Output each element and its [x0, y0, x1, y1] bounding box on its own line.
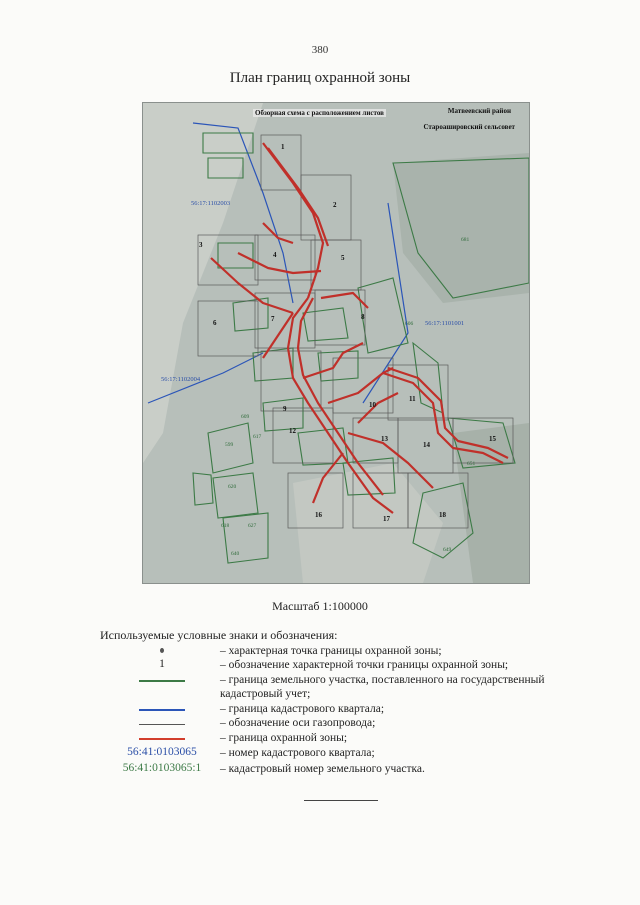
sheet-number: 13 — [381, 435, 388, 443]
parcel-number-sample: 56:41:0103065:1 — [122, 762, 202, 774]
legend-text: – кадастровый номер земельного участка. — [220, 763, 425, 775]
sheet-number: 18 — [439, 511, 446, 519]
map-council: Староашировский сельсовет — [423, 123, 515, 131]
map-header-title: Обзорная схема с расположением листов — [255, 109, 384, 117]
sheet-number: 2 — [333, 201, 337, 209]
sheet-number: 16 — [315, 511, 322, 519]
legend-text: – обозначение характерной точки границы охранной зоны; — [220, 659, 509, 671]
sheet-number: 5 — [341, 254, 345, 262]
sheet-number: 3 — [199, 241, 203, 249]
sheet-number: 7 — [271, 315, 275, 323]
page-number: 380 — [311, 44, 329, 56]
parcel-label: 651 — [467, 461, 476, 467]
legend-heading: Используемые условные знаки и обозначения: — [100, 628, 338, 642]
parcel-label: 627 — [248, 523, 257, 529]
parcel-label: 620 — [228, 484, 237, 490]
map-canvas — [143, 103, 529, 583]
page-title: План границ охранной зоны — [229, 70, 411, 86]
sheet-number: 14 — [423, 441, 430, 449]
parcel-label: 681 — [461, 237, 470, 243]
sheet-number: 6 — [213, 319, 217, 327]
legend-text: – граница охранной зоны; — [220, 732, 348, 744]
sheet-number: 12 — [289, 427, 296, 435]
legend-text: – номер кадастрового квартала; — [220, 747, 375, 759]
parcel-label: 618 — [221, 523, 230, 529]
parcel-label: 617 — [253, 434, 262, 440]
parcel-label: 599 — [225, 442, 234, 448]
map-header — [143, 103, 529, 135]
point-label-symbol: 1 — [159, 658, 165, 670]
map-region: Матвеевский район — [447, 107, 511, 115]
sheet-number: 10 — [369, 401, 376, 409]
sheet-number: 17 — [383, 515, 390, 523]
quarter-number-sample: 56:41:0103065 — [127, 746, 197, 758]
parcel-label: 609 — [241, 414, 250, 420]
sheet-number: 4 — [273, 251, 277, 259]
legend-text: – обозначение оси газопровода; — [220, 717, 376, 729]
sheet-number: 9 — [283, 405, 287, 413]
parcel-border-line-icon — [139, 680, 185, 682]
quarter-label: 56:17:1102004 — [161, 376, 201, 383]
sheet-number: 8 — [361, 313, 365, 321]
protection-zone-line-icon — [139, 738, 185, 740]
legend-text: – граница земельного участка, поставленного на государственный кадастровый учет; — [220, 674, 545, 700]
legend-text: – характерная точка границы охранной зоны; — [220, 645, 442, 657]
legend-text: – граница кадастрового квартала; — [220, 703, 385, 715]
overview-map — [142, 102, 530, 584]
sheet-number: 1 — [281, 143, 285, 151]
parcel-label: 649 — [443, 547, 452, 553]
scale-label: Масштаб 1:100000 — [272, 599, 368, 613]
footer-divider — [304, 800, 378, 801]
parcel-label: 606 — [405, 321, 414, 327]
quarter-label: 56:17:1101001 — [425, 320, 465, 327]
boundary-point-dot-icon — [160, 648, 164, 653]
sheet-number: 15 — [489, 435, 496, 443]
quarter-border-line-icon — [139, 709, 185, 711]
sheet-number: 11 — [409, 395, 416, 403]
quarter-label: 56:17:1102003 — [191, 200, 231, 207]
gas-axis-line-icon — [139, 724, 185, 725]
parcel-label: 640 — [231, 551, 240, 557]
